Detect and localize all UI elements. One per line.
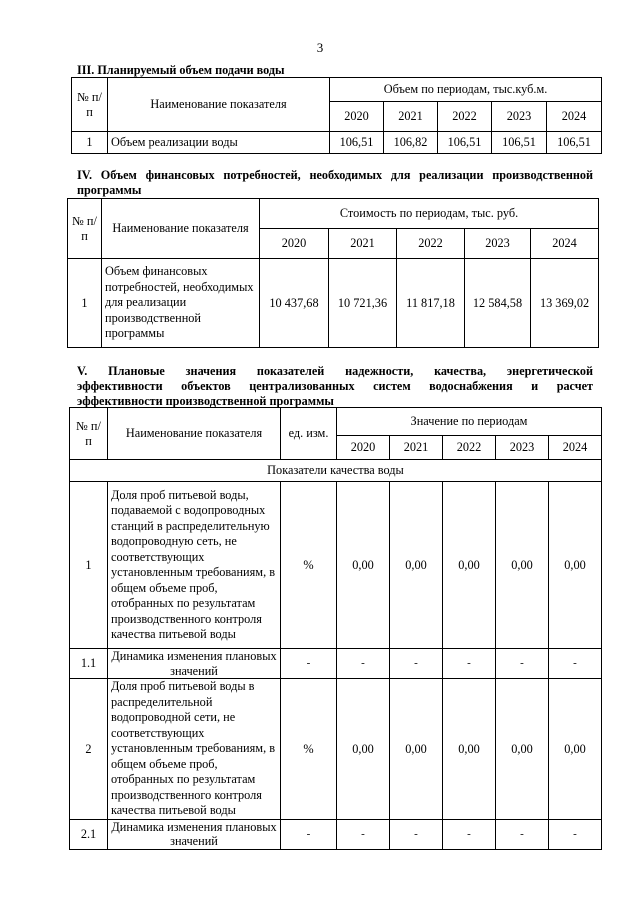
table-row xyxy=(72,132,602,154)
row-value: - xyxy=(337,819,390,849)
section5-table xyxy=(69,407,602,850)
table-row xyxy=(68,259,599,348)
quality-subheader: Показатели качества воды xyxy=(70,460,602,482)
table-row xyxy=(70,679,602,820)
row-value: 0,00 xyxy=(337,482,390,649)
row-value: 106,51 xyxy=(330,132,384,154)
row-value: 106,82 xyxy=(384,132,438,154)
row-value: 106,51 xyxy=(438,132,492,154)
row-value: 11 817,18 xyxy=(397,259,465,348)
section4-table xyxy=(67,198,599,348)
table-row xyxy=(70,482,602,649)
section5-title-line1: V. Плановые значения показателей надежности, качества, энергетической xyxy=(77,364,593,378)
year-header: 2024 xyxy=(531,229,599,259)
row-name: Объем финансовых потребностей, необходимых для реализации производственной программы xyxy=(102,259,260,348)
year-header: 2023 xyxy=(465,229,531,259)
header-period-group: Значение по периодам xyxy=(337,408,602,436)
section4-title-line1: IV. Объем финансовых потребностей, необходимых для реализации производственной xyxy=(77,168,593,182)
row-value: - xyxy=(443,649,496,679)
row-value: 10 437,68 xyxy=(260,259,329,348)
table-row xyxy=(70,649,602,679)
year-header: 2020 xyxy=(337,436,390,460)
section5-title-line3: эффективности производственной программы xyxy=(77,394,334,408)
header-num: № п/п xyxy=(68,199,102,259)
year-header: 2020 xyxy=(260,229,329,259)
year-header: 2021 xyxy=(329,229,397,259)
year-header: 2021 xyxy=(384,102,438,132)
row-name: Доля проб питьевой воды, подаваемой с водопроводных станций в распределительную водопроводную сеть, не соответствующих установленным требованиям, в общем объеме проб, отобранных по результатам производственного контроля качества питьевой воды xyxy=(108,482,281,649)
page-number: 3 xyxy=(316,40,324,55)
row-value: 0,00 xyxy=(549,482,602,649)
row-value: - xyxy=(549,649,602,679)
row-num: 1 xyxy=(70,482,108,649)
row-value: 10 721,36 xyxy=(329,259,397,348)
row-num: 2.1 xyxy=(70,819,108,849)
row-value: 0,00 xyxy=(549,679,602,820)
year-header: 2020 xyxy=(330,102,384,132)
year-header: 2022 xyxy=(397,229,465,259)
row-value: - xyxy=(549,819,602,849)
header-period-group: Стоимость по периодам, тыс. руб. xyxy=(260,199,599,229)
row-value: 0,00 xyxy=(496,679,549,820)
year-header: 2023 xyxy=(496,436,549,460)
row-unit: % xyxy=(281,482,337,649)
section5-title-line2: эффективности объектов централизованных систем водоснабжения и расчет xyxy=(77,379,593,393)
year-header: 2022 xyxy=(443,436,496,460)
section5-title xyxy=(77,364,593,409)
header-period-group: Объем по периодам, тыс.куб.м. xyxy=(330,78,602,102)
row-name: Динамика изменения плановых значений xyxy=(108,649,281,679)
row-unit: - xyxy=(281,649,337,679)
row-num: 1 xyxy=(72,132,108,154)
year-header: 2023 xyxy=(492,102,547,132)
row-value: 106,51 xyxy=(492,132,547,154)
row-unit: % xyxy=(281,679,337,820)
row-num: 1 xyxy=(68,259,102,348)
year-header: 2022 xyxy=(438,102,492,132)
row-unit: - xyxy=(281,819,337,849)
row-value: - xyxy=(337,649,390,679)
row-value: - xyxy=(390,819,443,849)
row-value: - xyxy=(390,649,443,679)
row-value: 0,00 xyxy=(443,679,496,820)
row-value: 106,51 xyxy=(547,132,602,154)
header-name: Наименование показателя xyxy=(108,408,281,460)
section3-title: III. Планируемый объем подачи воды xyxy=(77,63,285,77)
row-name: Объем реализации воды xyxy=(108,132,330,154)
header-unit: ед. изм. xyxy=(281,408,337,460)
header-num: № п/п xyxy=(70,408,108,460)
row-value: 0,00 xyxy=(390,679,443,820)
row-value: 0,00 xyxy=(443,482,496,649)
row-value: 0,00 xyxy=(337,679,390,820)
year-header: 2024 xyxy=(549,436,602,460)
table-row xyxy=(70,819,602,849)
year-header: 2024 xyxy=(547,102,602,132)
row-value: 12 584,58 xyxy=(465,259,531,348)
section4-title-line2: программы xyxy=(77,183,142,197)
row-num: 2 xyxy=(70,679,108,820)
row-value: - xyxy=(496,649,549,679)
header-num: № п/п xyxy=(72,78,108,132)
section3-table xyxy=(71,77,602,154)
row-name: Динамика изменения плановых значений xyxy=(108,819,281,849)
row-value: - xyxy=(443,819,496,849)
header-name: Наименование показателя xyxy=(102,199,260,259)
row-value: - xyxy=(496,819,549,849)
row-value: 0,00 xyxy=(496,482,549,649)
header-name: Наименование показателя xyxy=(108,78,330,132)
row-name: Доля проб питьевой воды в распределительной водопроводной сети, не соответствующих установленным требованиям, в общем объеме проб, отобранных по результатам производственного контроля качества питьевой воды xyxy=(108,679,281,820)
row-value: 13 369,02 xyxy=(531,259,599,348)
row-num: 1.1 xyxy=(70,649,108,679)
row-value: 0,00 xyxy=(390,482,443,649)
year-header: 2021 xyxy=(390,436,443,460)
section4-title xyxy=(77,168,593,198)
